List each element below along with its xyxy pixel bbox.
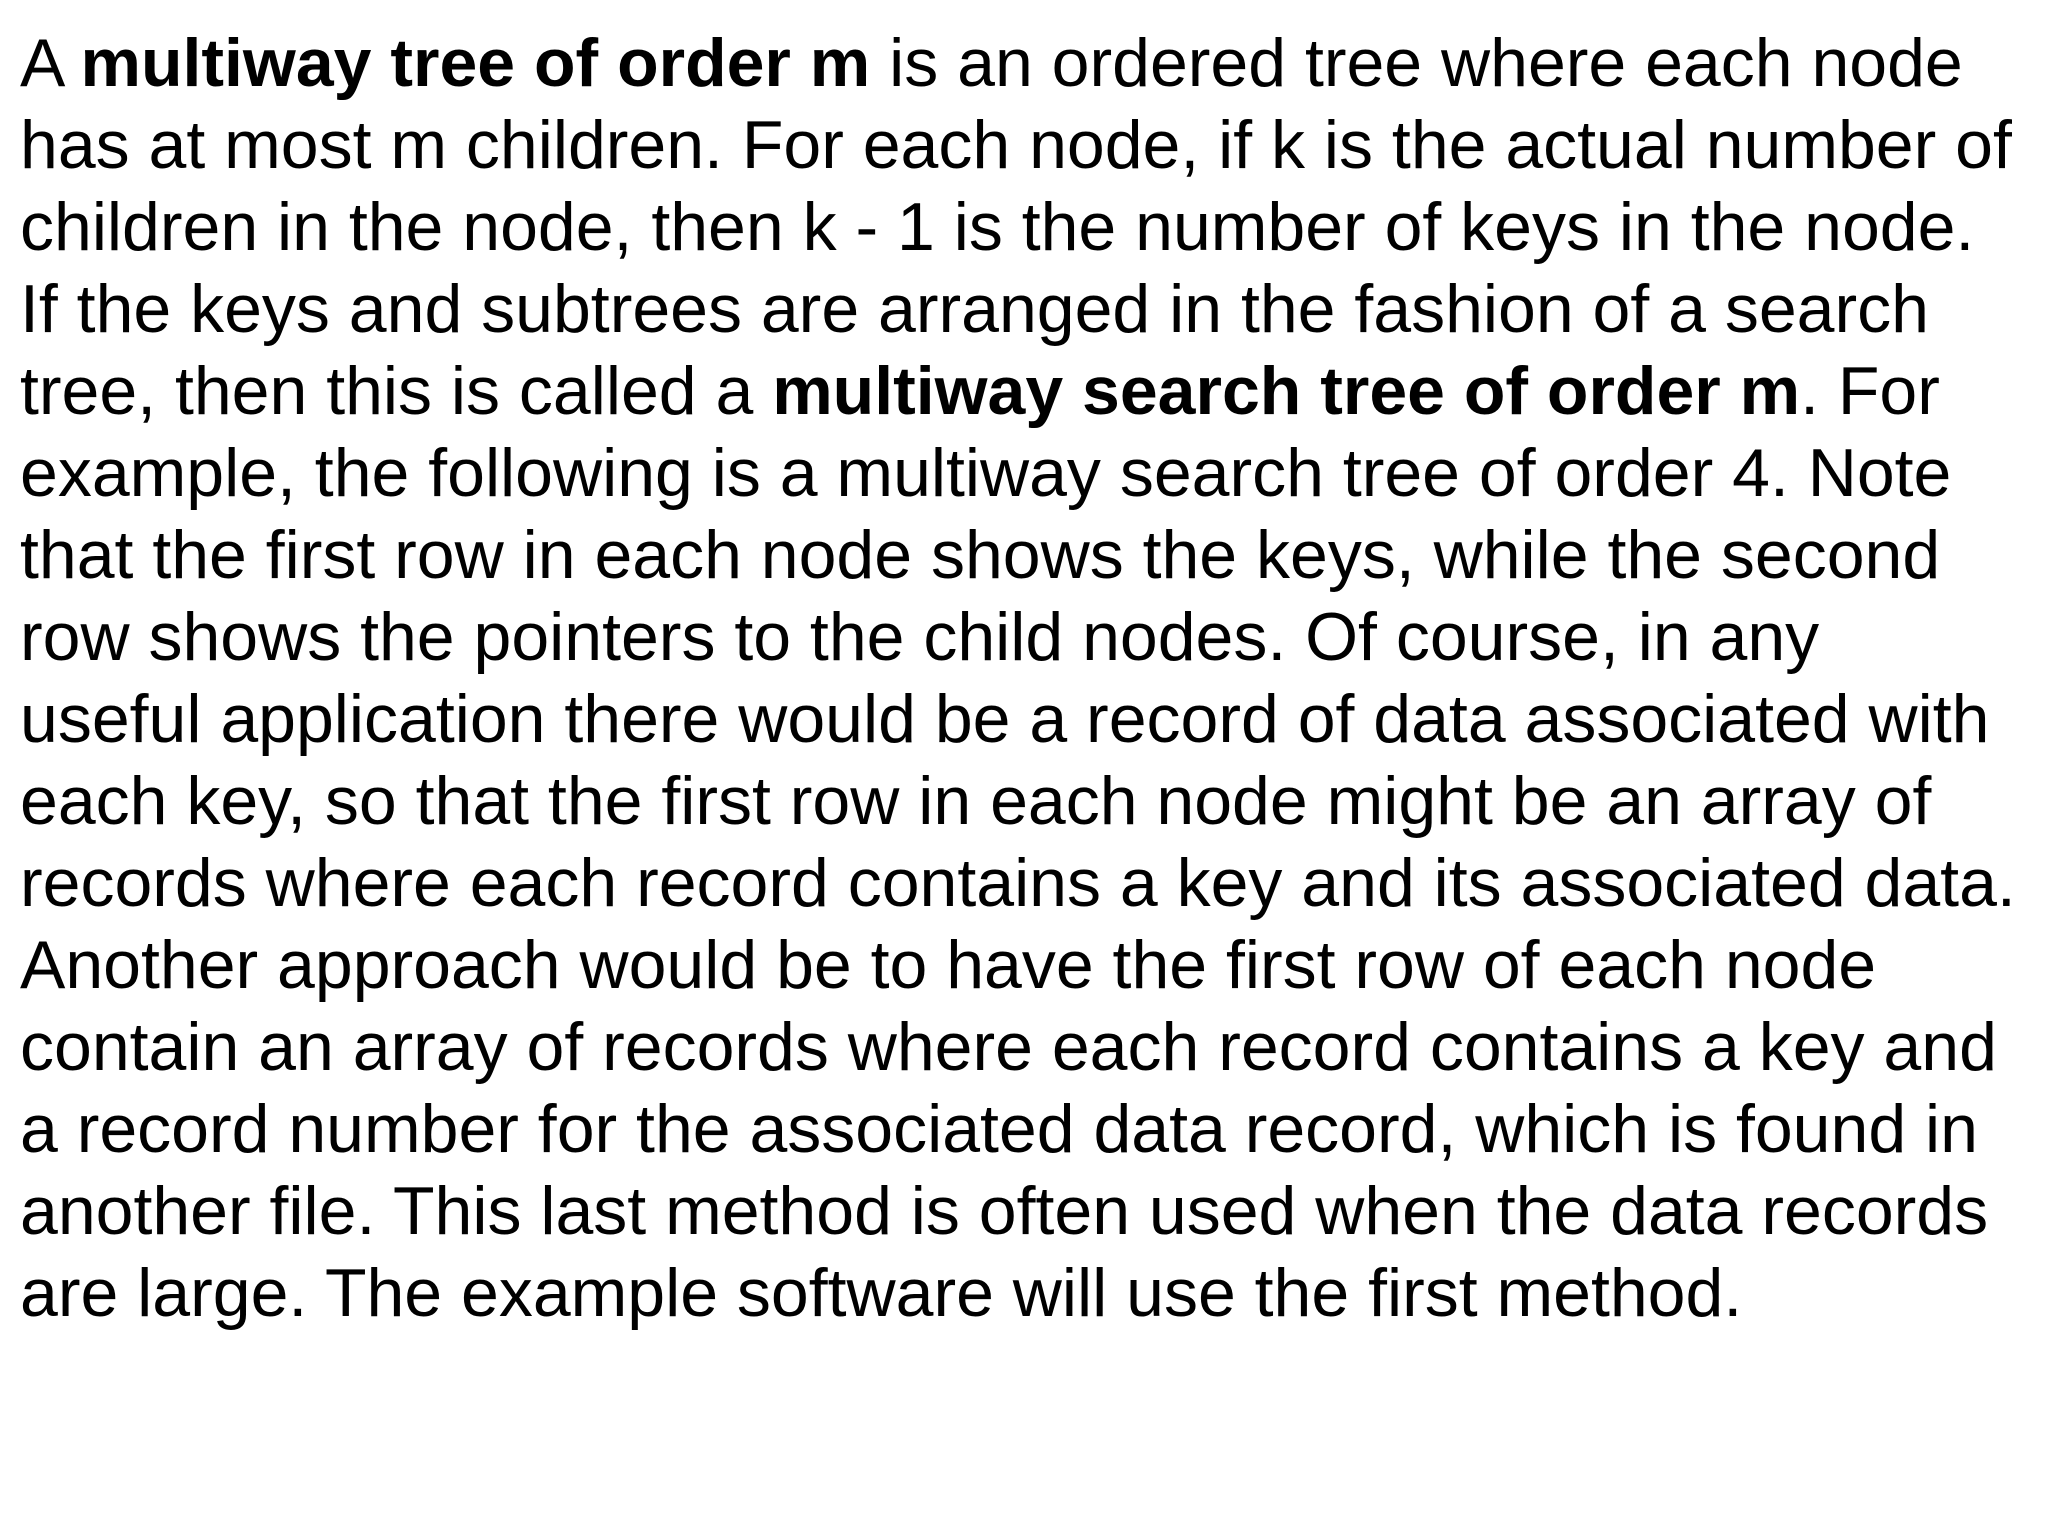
bold-term-multiway-search-tree: multiway search tree of order m [772, 353, 1801, 429]
text-line-16: are large. The example software will use the first method. [20, 1255, 1743, 1331]
text-run: . For [1800, 353, 1940, 429]
text-line-5 [20, 350, 2040, 432]
text-line-11: records where each record contains a key and its associated data. [20, 845, 2016, 921]
text-line-14: a record number for the associated data record, which is found in [20, 1091, 1978, 1167]
text-line-15: another file. This last method is often used when the data records [20, 1173, 1989, 1249]
text-line-3: children in the node, then k - 1 is the number of keys in the node. [20, 189, 1975, 265]
text-line-13: contain an array of records where each record contains a key and [20, 1009, 1997, 1085]
text-line-6: example, the following is a multiway search tree of order 4. Note [20, 435, 1952, 511]
text-line-2: has at most m children. For each node, if k is the actual number of [20, 107, 2012, 183]
text-line-7: that the first row in each node shows the keys, while the second [20, 517, 1941, 593]
text-run: A [20, 25, 81, 101]
body-paragraph [20, 22, 2040, 1334]
text-run: tree, then this is called a [20, 353, 773, 429]
text-run: is an ordered tree where each node [870, 25, 1963, 101]
text-line-10: each key, so that the first row in each node might be an array of [20, 763, 1932, 839]
text-line-9: useful application there would be a record of data associated with [20, 681, 1990, 757]
bold-term-multiway-tree: multiway tree of order m [80, 25, 871, 101]
text-line-12: Another approach would be to have the first row of each node [20, 927, 1877, 1003]
text-line-8: row shows the pointers to the child nodes. Of course, in any [20, 599, 1820, 675]
text-line-1 [20, 22, 2040, 104]
text-line-4: If the keys and subtrees are arranged in the fashion of a search [20, 271, 1929, 347]
